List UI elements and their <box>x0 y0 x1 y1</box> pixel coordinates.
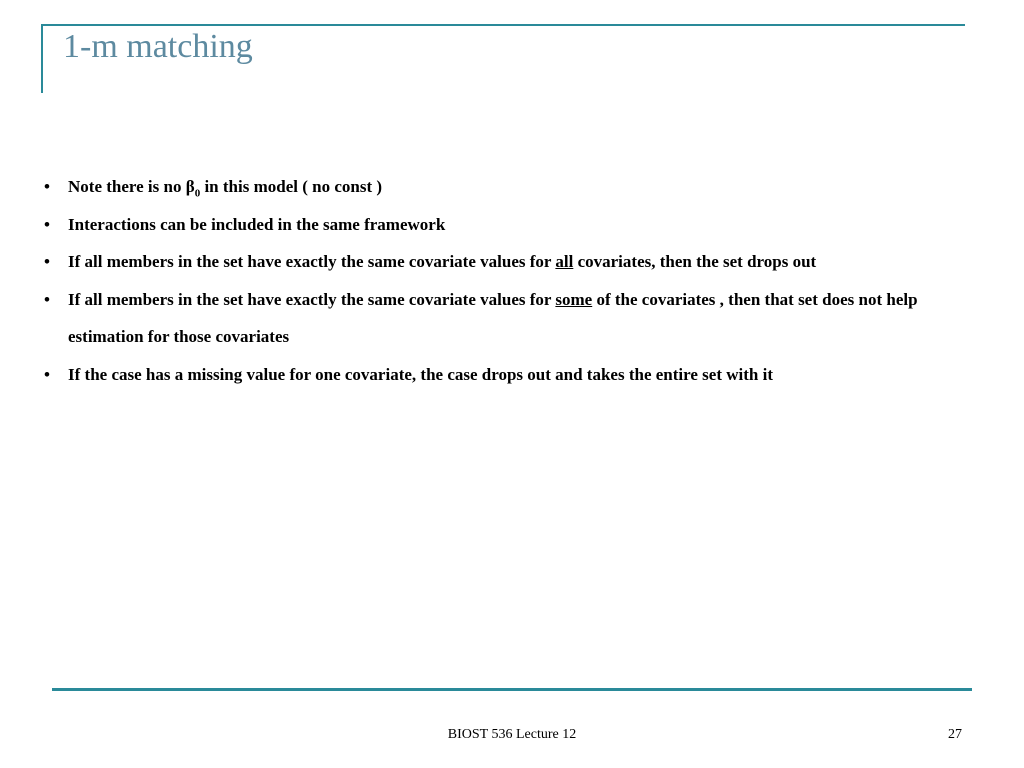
title-rule-horizontal <box>41 24 965 26</box>
beta-subscript: 0 <box>194 187 201 200</box>
title-rule-vertical <box>41 25 43 93</box>
footer-course-label: BIOST 536 Lecture 12 <box>447 727 577 742</box>
bullet-text-post: in this model ( no const ) <box>200 177 383 196</box>
page-number: 27 <box>948 727 962 742</box>
beta-symbol: β <box>185 177 195 196</box>
bullet-text-post: covariates, then the set drops out <box>573 252 817 271</box>
bullet-text-pre: If all members in the set have exactly the same covariate values for <box>68 289 556 309</box>
footer-rule <box>52 688 972 691</box>
bullet-list <box>40 168 970 393</box>
bullet-item <box>40 243 970 281</box>
slide-title: 1-m matching <box>63 28 253 65</box>
underlined-word: all <box>555 252 574 271</box>
bullet-item <box>40 281 970 356</box>
bullet-text-pre: If all members in the set have exactly the same covariate values for <box>68 252 556 271</box>
bullet-text: Interactions can be included in the same framework <box>68 214 446 234</box>
bullet-icon: • <box>44 177 50 196</box>
bullet-item <box>40 168 970 206</box>
bullet-item <box>40 206 970 244</box>
bullet-text-pre: Note there is no <box>68 177 186 196</box>
bullet-icon: • <box>44 364 50 384</box>
bullet-item <box>40 356 970 394</box>
bullet-icon: • <box>44 214 50 234</box>
underlined-word: some <box>555 289 593 309</box>
bullet-icon: • <box>44 289 50 309</box>
bullet-text: If the case has a missing value for one covariate, the case drops out and takes the entire set with it <box>68 364 773 384</box>
bullet-text-post: of the covariates , then that set does not help estimation for those covariates <box>68 289 918 346</box>
bullet-icon: • <box>44 252 50 271</box>
